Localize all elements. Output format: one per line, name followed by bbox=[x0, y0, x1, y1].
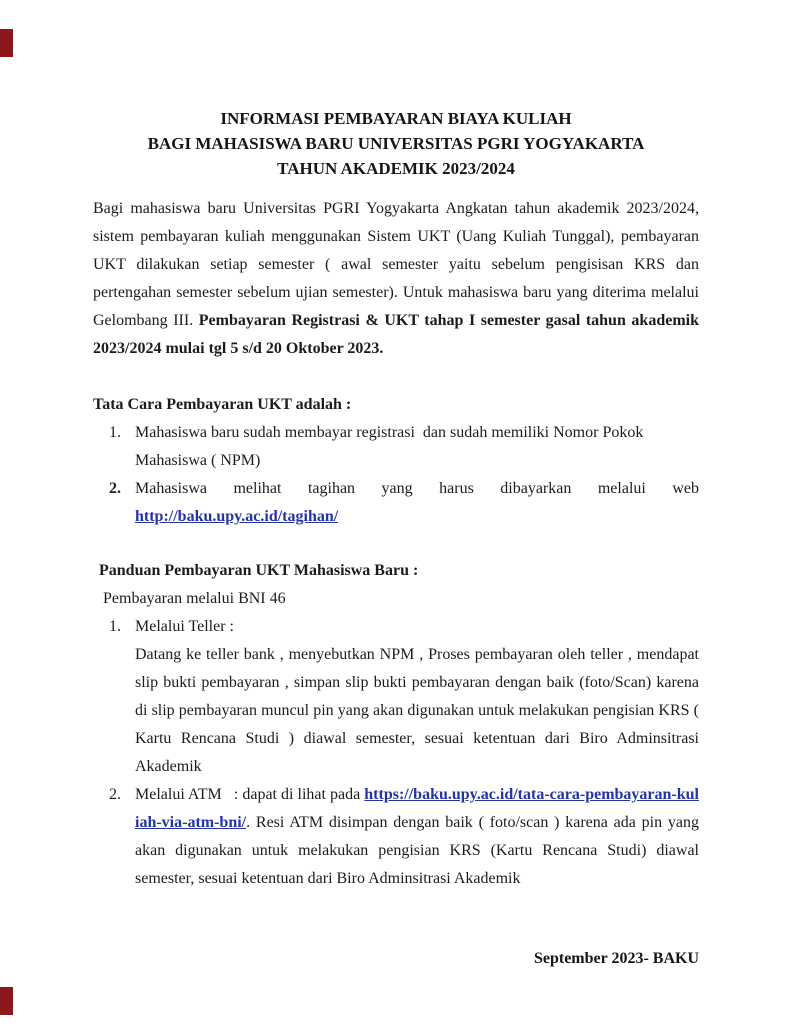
tata-cara-item-2 bbox=[93, 475, 699, 531]
atm-payment-link[interactable]: https://baku.upy.ac.id/tata-cara-pembayaran-kuliah-via-atm-bni/ bbox=[135, 786, 699, 831]
title-line-1: INFORMASI PEMBAYARAN BIAYA KULIAH bbox=[220, 109, 572, 128]
tata-cara-item-2-body bbox=[135, 475, 699, 531]
intro-text: Bagi mahasiswa baru Universitas PGRI Yogyakarta Angkatan tahun akademik 2023/2024, sistem pembayaran kuliah menggunakan Sistem UKT (Uang Kuliah Tunggal), pembayaran UKT dilakukan setiap semester ( awal semester yaitu sebelum pengisisan KRS dan pertengahan semester sebelum ujian semester). Untuk mahasiswa baru yang diterima melalui Gelombang III. bbox=[93, 200, 707, 329]
tata-cara-heading: Tata Cara Pembayaran UKT adalah : bbox=[93, 396, 352, 413]
panduan-subheading: Pembayaran melalui BNI 46 bbox=[103, 590, 286, 607]
teller-body-text: Datang ke teller bank , menyebutkan NPM , Proses pembayaran oleh teller , mendapat slip bukti pembayaran , simpan slip bukti pembayaran dengan baik (foto/Scan) karena di slip pembayaran muncul pin yang akan digunakan untuk melakukan pengisian KRS ( Kartu Rencana Studi ) diawal semester, sesuai ketentuan dari Biro Adminsitrasi Akademik bbox=[135, 646, 703, 775]
section-spacer bbox=[93, 531, 699, 557]
tata-cara-item-1 bbox=[93, 419, 699, 475]
teller-label: Melalui Teller : bbox=[135, 618, 234, 635]
title-line-2: BAGI MAHASISWA BARU UNIVERSITAS PGRI YOGYAKARTA bbox=[147, 134, 645, 153]
tata-cara-item-2-text: Mahasiswa melihat tagihan yang harus dibayarkan melalui web bbox=[135, 480, 699, 497]
page-edge-mark-bottom bbox=[0, 987, 13, 1015]
panduan-item-atm bbox=[93, 781, 703, 893]
list-number: 1. bbox=[109, 618, 121, 635]
panduan-heading: Panduan Pembayaran UKT Mahasiswa Baru : bbox=[99, 562, 419, 579]
atm-body bbox=[135, 781, 703, 893]
atm-suffix-text: . Resi ATM disimpan dengan baik ( foto/scan ) karena ada pin yang akan digunakan untuk melakukan pengisian KRS (Kartu Rencana Studi) diawal semester, sesuai ketentuan dari Biro Adminsitrasi Akademik bbox=[135, 814, 703, 887]
page-title bbox=[93, 106, 699, 181]
document-content bbox=[93, 106, 707, 973]
list-number: 2. bbox=[109, 786, 121, 803]
list-number: 1. bbox=[109, 424, 121, 441]
tata-cara-item-1-text: Mahasiswa baru sudah membayar registrasi dan sudah memiliki Nomor Pokok Mahasiswa ( NPM) bbox=[135, 424, 652, 469]
title-line-3: TAHUN AKADEMIK 2023/2024 bbox=[277, 159, 515, 178]
panduan-item-teller bbox=[93, 613, 699, 641]
intro-paragraph bbox=[93, 195, 707, 363]
intro-bold-text: Pembayaran Registrasi & UKT tahap I semester gasal tahun akademik 2023/2024 mulai tgl 5 s/d 20 Oktober 2023. bbox=[93, 312, 703, 357]
page-edge-mark-top bbox=[0, 29, 13, 57]
atm-prefix-text: Melalui ATM : dapat di lihat pada bbox=[135, 786, 365, 803]
footer-date-label: September 2023- BAKU bbox=[533, 950, 699, 967]
tagihan-link[interactable]: http://baku.upy.ac.id/tagihan/ bbox=[135, 508, 339, 525]
list-number: 2. bbox=[109, 480, 121, 497]
